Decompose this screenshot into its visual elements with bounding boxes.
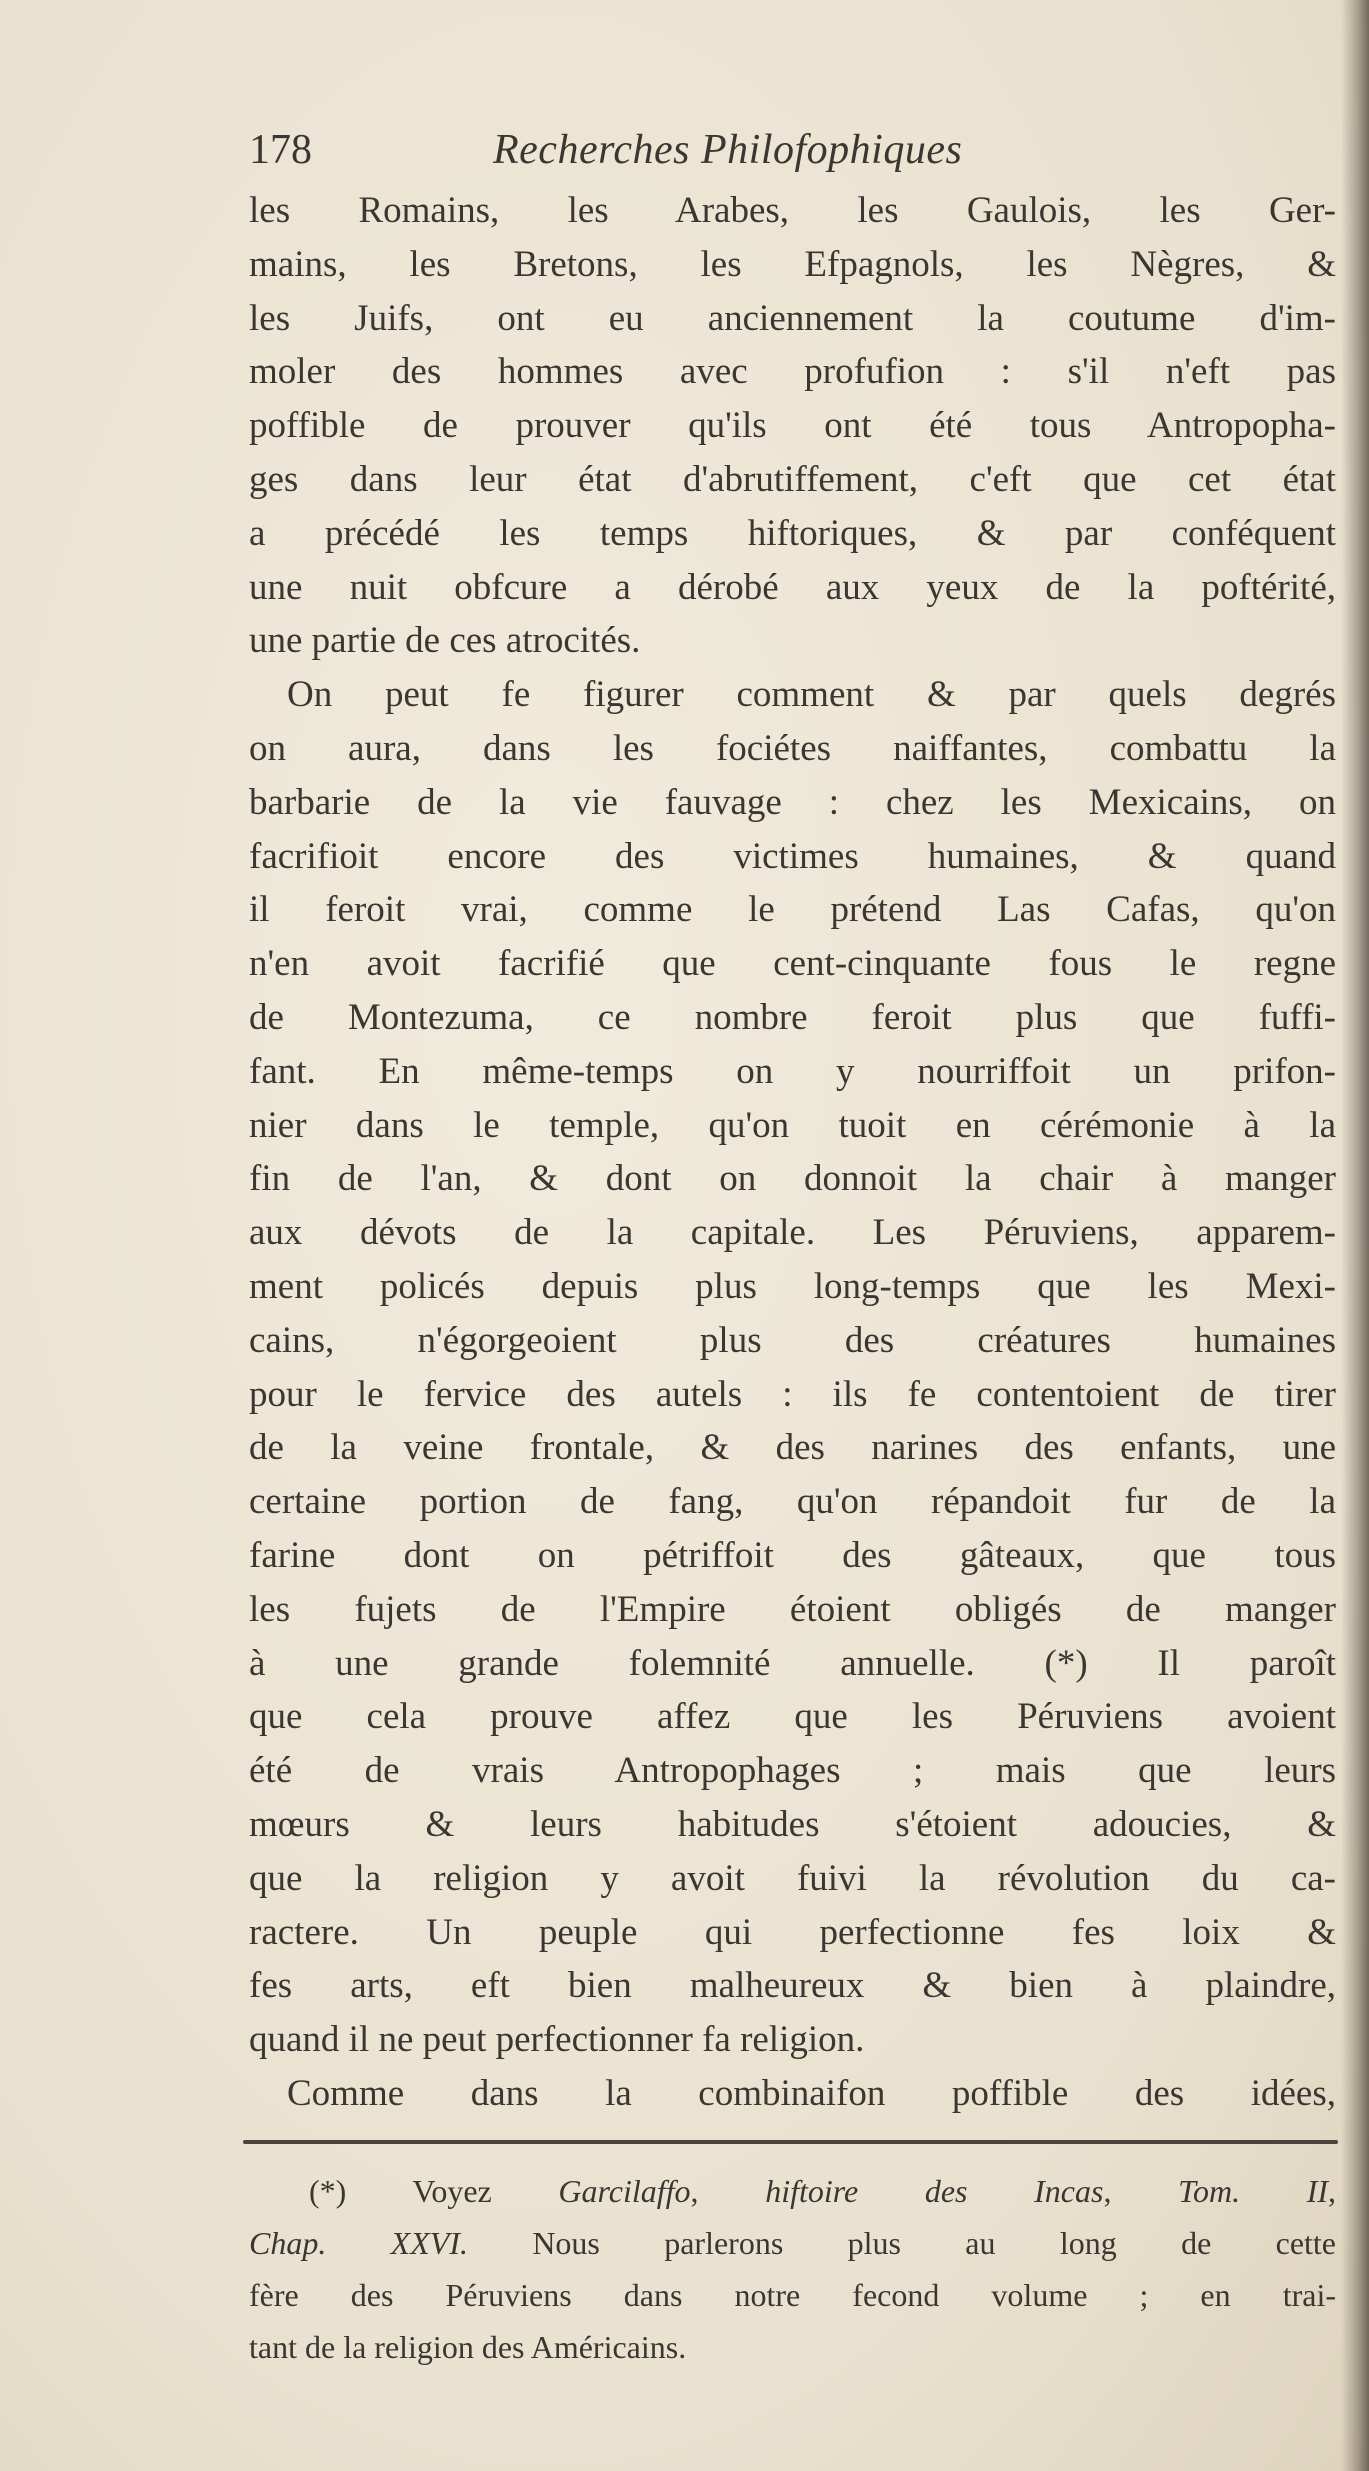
text-line: de Montezuma, ce nombre feroit plus que fuffi-: [249, 996, 1336, 1038]
text-line: une partie de ces atrocités.: [249, 620, 641, 662]
footnote-text: ,: [1103, 2173, 1179, 2209]
text-line: On peut fe figurer comment & par quels degrés: [287, 674, 1336, 716]
footnote-line: [249, 2217, 1336, 2269]
text-line: une nuit obfcure a dérobé aux yeux de la poftérité,: [249, 566, 1336, 608]
footnote-rule: [243, 2140, 1338, 2144]
text-line: les Juifs, ont eu anciennement la coutume d'im-: [249, 297, 1336, 339]
text-line: nier dans le temple, qu'on tuoit en cérémonie à la: [249, 1104, 1336, 1146]
text-line: mœurs & leurs habitudes s'étoient adoucies, &: [249, 1803, 1336, 1845]
footnote-text: fère des Péruviens dans notre fecond volume ; en trai-: [249, 2277, 1336, 2313]
binding-shadow: [1341, 0, 1369, 2471]
footnote-citation: Tom. II: [1178, 2173, 1329, 2209]
text-line: les Romains, les Arabes, les Gaulois, les Ger-: [249, 190, 1336, 231]
footnote-citation: hiftoire des Incas: [765, 2173, 1104, 2209]
text-line: farine dont on pétriffoit des gâteaux, que tous: [249, 1534, 1336, 1576]
footnote-citation: Garcilaffo: [558, 2173, 691, 2209]
text-line: cains, n'égorgeoient plus des créatures humaines: [249, 1319, 1336, 1361]
text-line: on aura, dans les fociétes naiffantes, combattu la: [249, 727, 1336, 769]
text-line: ment policés depuis plus long-temps que les Mexi-: [249, 1265, 1336, 1307]
text-line: barbarie de la vie fauvage : chez les Mexicains, on: [249, 781, 1336, 823]
running-title: Recherches Philofophiques: [493, 127, 963, 173]
footnote-line: [249, 2321, 1336, 2373]
footnote-line: [249, 2165, 1336, 2217]
text-line: ges dans leur état d'abrutiffement, c'eft que cet état: [249, 458, 1336, 500]
text-line: fin de l'an, & dont on donnoit la chair à manger: [249, 1158, 1336, 1200]
text-line: mains, les Bretons, les Efpagnols, les Nègres, &: [249, 243, 1336, 285]
text-line: poffible de prouver qu'ils ont été tous Antropopha-: [249, 405, 1336, 447]
text-line: de la veine frontale, & des narines des enfants, une: [249, 1427, 1336, 1469]
text-line: Comme dans la combinaifon poffible des idées,: [287, 2072, 1336, 2114]
text-line: fant. En même-temps on y nourriffoit un prifon-: [249, 1050, 1336, 1092]
footnotes: [249, 2165, 1336, 2373]
footnote-line: [249, 2269, 1336, 2321]
text-line: fes arts, eft bien malheureux & bien à plaindre,: [249, 1965, 1336, 2007]
text-line: certaine portion de fang, qu'on répandoit fur de la: [249, 1481, 1336, 1523]
text-line: a précédé les temps hiftoriques, & par conféquent: [249, 512, 1336, 554]
body-text: [249, 184, 1336, 2121]
text-line: il feroit vrai, comme le prétend Las Cafas, qu'on: [249, 889, 1336, 931]
footnote-text: ,: [1328, 2173, 1337, 2209]
page-number: 178: [249, 127, 312, 173]
text-line: ractere. Un peuple qui perfectionne fes loix &: [249, 1911, 1336, 1953]
text-line: été de vrais Antropophages ; mais que leurs: [249, 1750, 1336, 1792]
text-line: que la religion y avoit fuivi la révolution du ca-: [249, 1857, 1336, 1899]
text-line: à une grande folemnité annuelle. (*) Il paroît: [249, 1642, 1336, 1684]
text-line: n'en avoit facrifié que cent-cinquante fous le regne: [249, 943, 1336, 985]
running-head: [249, 122, 1336, 178]
text-line: facrifioit encore des victimes humaines, & quand: [249, 835, 1336, 877]
footnote-text: tant de la religion des Américains.: [249, 2329, 687, 2365]
footnote-text: ,: [690, 2173, 766, 2209]
text-line: pour le fervice des autels : ils fe contentoient de tirer: [249, 1373, 1336, 1415]
text-line: aux dévots de la capitale. Les Péruviens, apparem-: [249, 1212, 1336, 1254]
text-line: les fujets de l'Empire étoient obligés de manger: [249, 1588, 1336, 1630]
footnote-text: Nous parlerons plus au long de cette: [467, 2225, 1337, 2261]
text-line: que cela prouve affez que les Péruviens avoient: [249, 1696, 1336, 1738]
text-line: moler des hommes avec profufion : s'il n'eft pas: [249, 351, 1336, 393]
footnote-text: (*) Voyez: [309, 2173, 559, 2209]
footnote-citation: Chap. XXVI.: [249, 2225, 468, 2261]
text-line: quand il ne peut perfectionner fa religion.: [249, 2019, 865, 2061]
